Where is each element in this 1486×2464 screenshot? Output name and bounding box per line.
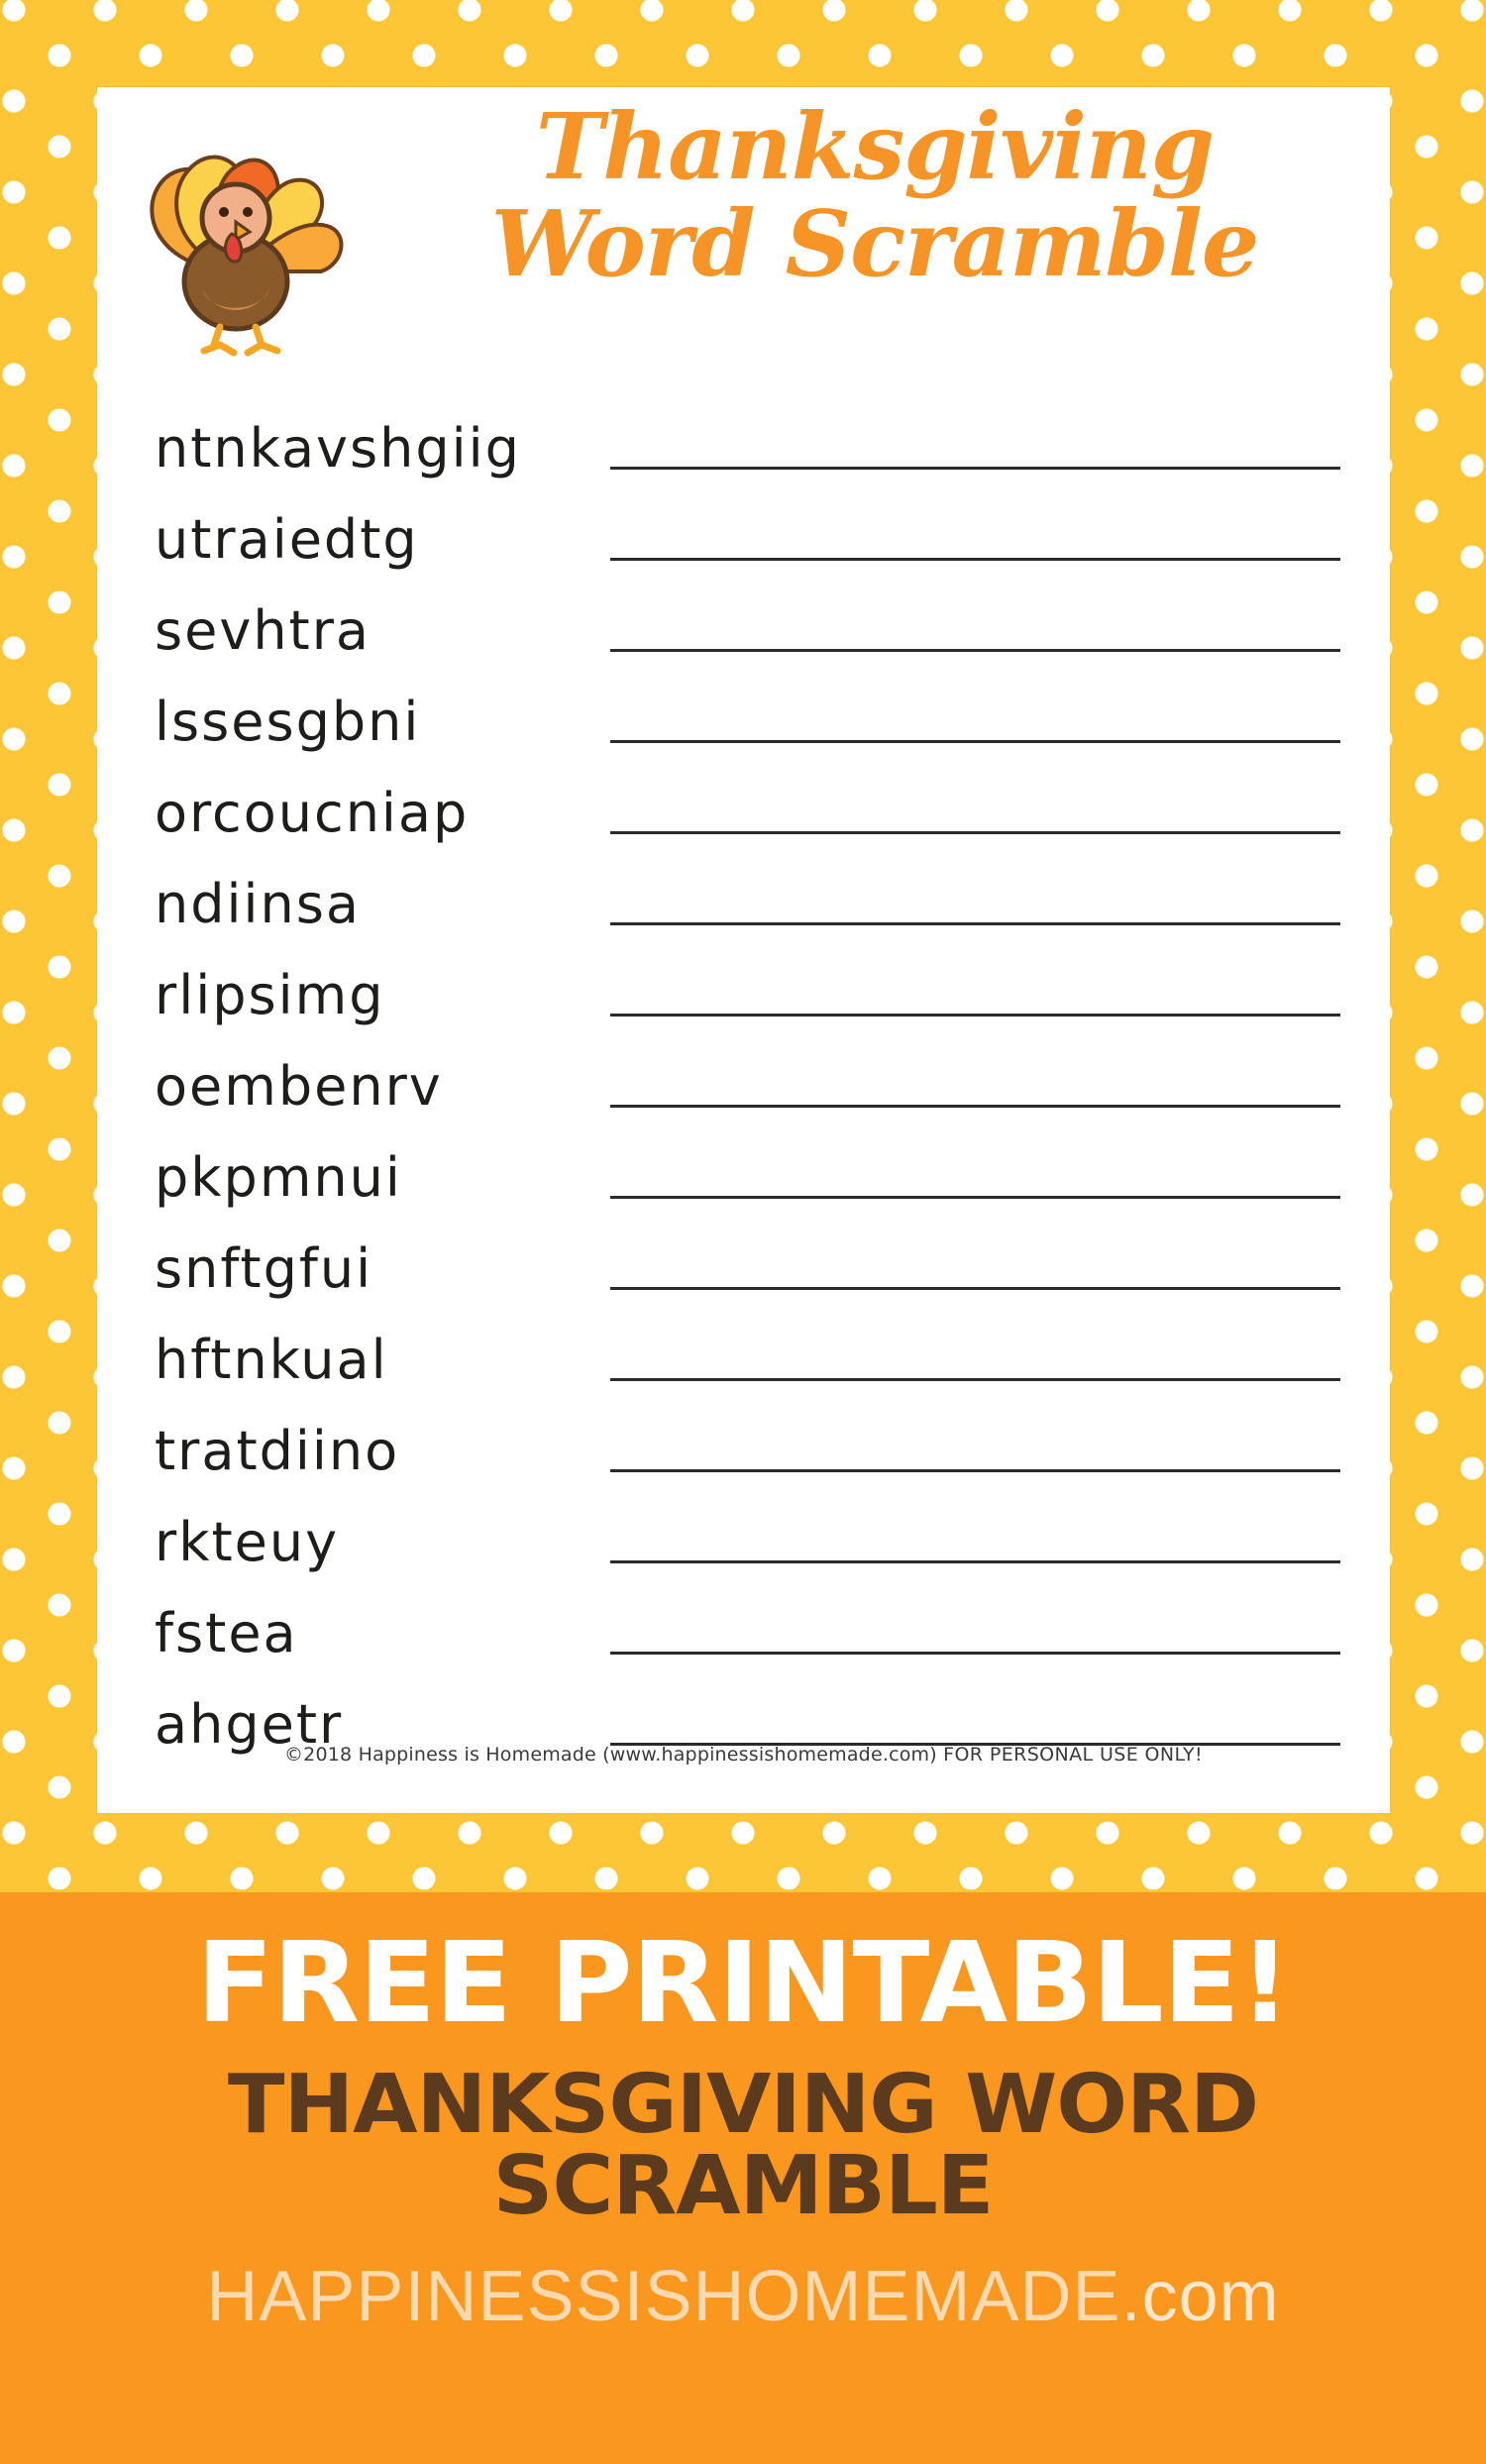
word-row: [97, 1569, 1390, 1664]
scrambled-word: orcoucniap: [155, 782, 470, 844]
worksheet-title: [374, 93, 1375, 297]
answer-line[interactable]: [610, 1558, 1340, 1563]
answer-line[interactable]: [610, 1103, 1340, 1108]
answer-line[interactable]: [610, 1376, 1340, 1381]
answer-line[interactable]: [610, 920, 1340, 925]
word-row: [97, 749, 1390, 844]
scrambled-word: lssesgbni: [155, 691, 421, 753]
answer-line[interactable]: [610, 1194, 1340, 1199]
website-tld: .com: [1120, 2257, 1280, 2336]
banner-subtitle: THANKSGIVING WORD SCRAMBLE: [227, 2058, 1259, 2233]
copyright-notice: [97, 1744, 1390, 1766]
scrambled-word: snftgfui: [155, 1237, 373, 1300]
website-name: HAPPINESSISHOMEMADE: [206, 2257, 1121, 2336]
scrambled-word: sevhtra: [155, 599, 372, 662]
word-row: [97, 476, 1390, 571]
word-row: [97, 1296, 1390, 1391]
scrambled-word: ndiinsa: [155, 873, 361, 935]
scrambled-word: hftnkual: [155, 1329, 388, 1391]
word-row: [97, 1022, 1390, 1118]
word-row: [97, 840, 1390, 935]
free-printable-headline: FREE PRINTABLE!: [196, 1919, 1290, 2048]
answer-line[interactable]: [610, 1467, 1340, 1472]
answer-line[interactable]: [610, 556, 1340, 561]
worksheet-header: [97, 87, 1390, 375]
scrambled-word: oembenrv: [155, 1055, 443, 1118]
website-url: [0, 2257, 1486, 2336]
scrambled-word: rkteuy: [155, 1511, 340, 1573]
word-row: [97, 658, 1390, 753]
answer-line[interactable]: [610, 1012, 1340, 1017]
scrambled-word: fstea: [155, 1602, 298, 1664]
scrambled-word: ntnkavshgiig: [155, 417, 521, 480]
answer-line[interactable]: [610, 647, 1340, 652]
word-row: [97, 567, 1390, 662]
answer-line[interactable]: [610, 1285, 1340, 1290]
word-row: [97, 931, 1390, 1026]
answer-line[interactable]: [610, 829, 1340, 834]
answer-line[interactable]: [610, 465, 1340, 470]
scrambled-word: tratdiino: [155, 1420, 400, 1482]
scrambled-word: pkpmnui: [155, 1146, 402, 1209]
answer-line[interactable]: [610, 1650, 1340, 1655]
copyright-text: ©2018 Happiness is Homemade (www.happinessishomemade.com): [283, 1744, 937, 1766]
scrambled-word: utraiedtg: [155, 508, 419, 571]
scrambled-word: rlipsimg: [155, 964, 385, 1026]
scrambled-word: ahgetr: [155, 1693, 344, 1756]
printable-sheet: [97, 87, 1390, 1813]
word-row: [97, 1478, 1390, 1573]
title-line-2: Word Scramble: [490, 189, 1259, 297]
word-row: [97, 1114, 1390, 1209]
word-row: [97, 384, 1390, 480]
answer-line[interactable]: [610, 738, 1340, 743]
promo-banner: [0, 1892, 1486, 2464]
word-row: [97, 1387, 1390, 1482]
personal-use-text: FOR PERSONAL USE ONLY!: [943, 1744, 1204, 1766]
turkey-icon: [133, 123, 351, 361]
word-row: [97, 1205, 1390, 1300]
title-line-1: Thanksgiving: [535, 93, 1215, 200]
